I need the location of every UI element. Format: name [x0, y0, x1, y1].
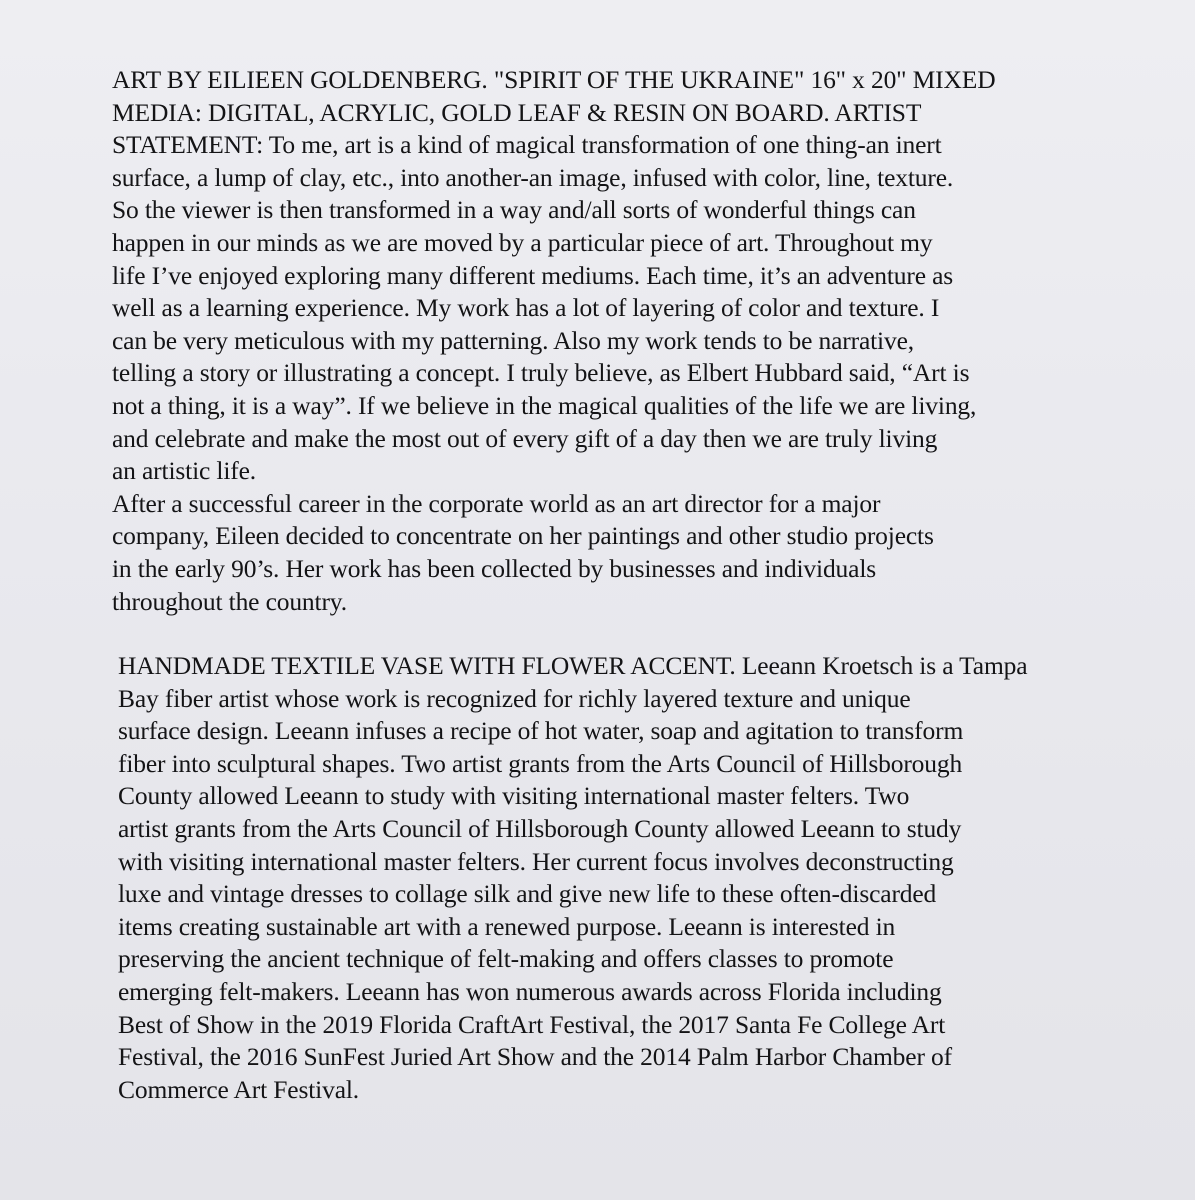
text-line: can be very meticulous with my patterning. Also my work tends to be narrative,: [112, 325, 914, 355]
text-line: telling a story or illustrating a concept. I truly believe, as Elbert Hubbard said, “Art is: [112, 358, 970, 388]
text-line: with visiting international master felters. Her current focus involves deconstructing: [118, 846, 954, 876]
text-line: Bay fiber artist whose work is recognized for richly layered texture and unique: [118, 683, 911, 713]
text-line: preserving the ancient technique of felt-making and offers classes to promote: [118, 944, 894, 974]
text-line: luxe and vintage dresses to collage silk and give new life to these often-discarded: [118, 879, 937, 909]
text-line: items creating sustainable art with a renewed purpose. Leeann is interested in: [118, 911, 896, 941]
text-line: Festival, the 2016 SunFest Juried Art Show and the 2014 Palm Harbor Chamber of: [118, 1042, 952, 1072]
text-line: well as a learning experience. My work has a lot of layering of color and texture. I: [112, 293, 940, 323]
text-line: life I’ve enjoyed exploring many different mediums. Each time, it’s an adventure as: [112, 260, 954, 290]
text-line: an artistic life.: [112, 456, 257, 486]
text-line: company, Eileen decided to concentrate on her paintings and other studio projects: [112, 521, 934, 551]
artwork-description-goldenberg: [112, 64, 1122, 618]
text-line: surface, a lump of clay, etc., into another-an image, infused with color, line, texture.: [112, 162, 954, 192]
text-line: Best of Show in the 2019 Florida CraftArt Festival, the 2017 Santa Fe College Art: [118, 1009, 946, 1039]
text-line: not a thing, it is a way”. If we believe in the magical qualities of the life we are living,: [112, 390, 977, 420]
text-line: artist grants from the Arts Council of Hillsborough County allowed Leeann to study: [118, 813, 962, 843]
text-line: surface design. Leeann infuses a recipe of hot water, soap and agitation to transform: [118, 716, 964, 746]
text-line: in the early 90’s. Her work has been collected by businesses and individuals: [112, 553, 877, 583]
text-line: So the viewer is then transformed in a way and/all sorts of wonderful things can: [112, 195, 916, 225]
text-line: fiber into sculptural shapes. Two artist grants from the Arts Council of Hillsborough: [118, 748, 963, 778]
text-line: After a successful career in the corporate world as an art director for a major: [112, 488, 881, 518]
text-line: emerging felt-makers. Leeann has won numerous awards across Florida including: [118, 976, 942, 1006]
text-line: MEDIA: DIGITAL, ACRYLIC, GOLD LEAF & RESIN ON BOARD. ARTIST: [112, 97, 922, 127]
text-line: STATEMENT: To me, art is a kind of magical transformation of one thing-an inert: [112, 130, 942, 160]
text-line: HANDMADE TEXTILE VASE WITH FLOWER ACCENT. Leeann Kroetsch is a Tampa: [118, 651, 1028, 680]
text-line: Commerce Art Festival.: [118, 1074, 360, 1104]
text-line: throughout the country.: [112, 586, 347, 616]
text-line: and celebrate and make the most out of every gift of a day then we are truly living: [112, 423, 938, 453]
text-line: ART BY EILIEEN GOLDENBERG. "SPIRIT OF THE UKRAINE" 16" x 20" MIXED: [112, 65, 996, 94]
text-line: happen in our minds as we are moved by a particular piece of art. Throughout my: [112, 227, 933, 257]
text-line: County allowed Leeann to study with visiting international master felters. Two: [118, 781, 910, 811]
artwork-description-kroetsch: [118, 650, 1128, 1106]
